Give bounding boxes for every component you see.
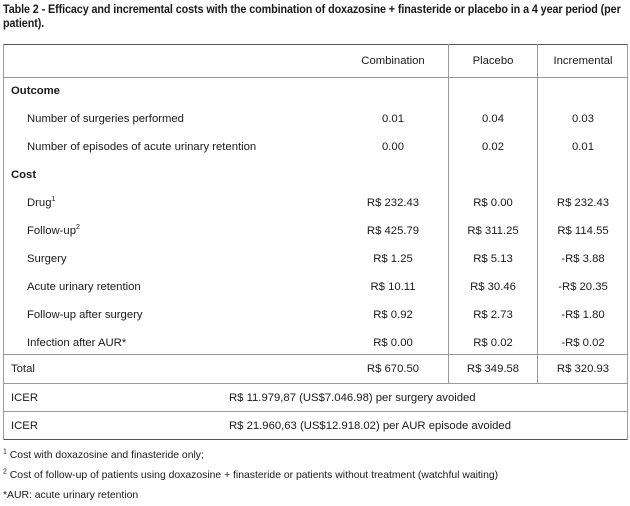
incremental-value: -R$ 3.88: [561, 253, 605, 265]
table-row: [0, 189, 630, 217]
footnote-marker: 1: [51, 196, 56, 204]
table-left-border: [3, 44, 4, 440]
outcome-heading: Outcome: [11, 85, 60, 97]
incremental-value: 0.01: [572, 141, 594, 153]
icer-value: R$ 11.979,87 (US$7.046.98) per surgery avoided: [229, 392, 476, 404]
incremental-value: R$ 114.55: [557, 225, 609, 237]
incremental-value: -R$ 0.02: [561, 337, 605, 349]
cost-heading: Cost: [11, 169, 37, 181]
row-label: Infection after AUR*: [27, 337, 127, 349]
combination-value: R$ 10.11: [370, 281, 416, 293]
placebo-value: R$ 0.02: [473, 337, 513, 349]
footnote-2: [3, 466, 498, 486]
placebo-value: 0.02: [482, 141, 504, 153]
table-row: [0, 217, 630, 245]
column-header-placebo: Placebo: [472, 55, 514, 67]
table-row: [0, 133, 630, 161]
table-row: [0, 245, 630, 273]
row-label: Follow-up after surgery: [27, 309, 143, 321]
incremental-value: R$ 232.43: [556, 197, 610, 209]
icer-value: R$ 21.960,63 (US$12.918.02) per AUR episode avoided: [229, 420, 511, 432]
combination-value: R$ 425.79: [366, 225, 420, 237]
row-label-text: Drug: [27, 197, 52, 209]
combination-value: R$ 0.00: [373, 337, 413, 349]
column-header-combination: Combination: [361, 55, 425, 67]
table-row: [0, 329, 630, 357]
footnote-3: *AUR: acute urinary retention: [3, 490, 139, 501]
table-row: [0, 301, 630, 329]
row-label: Acute urinary retention: [27, 281, 141, 293]
footnote-marker: 2: [75, 224, 80, 232]
total-label: Total: [11, 363, 35, 375]
icer-row: [0, 412, 630, 440]
total-incremental-value: R$ 320.93: [556, 363, 610, 375]
footnote-2-mark: 2: [3, 468, 7, 476]
total-placebo-value: R$ 349.58: [466, 363, 520, 375]
placebo-value: R$ 311.25: [467, 225, 519, 237]
table-header-row: [0, 47, 630, 75]
row-label: [27, 217, 80, 245]
column-divider-incremental: [537, 44, 538, 384]
table-top-border: [3, 44, 628, 45]
column-header-incremental: Incremental: [553, 55, 613, 67]
placebo-value: R$ 0.00: [473, 197, 513, 209]
footnote-1-text: Cost with doxazosine and finasteride only;: [6, 450, 204, 461]
row-label: Surgery: [27, 253, 67, 265]
section-heading-outcome: [0, 77, 630, 105]
column-divider-placebo: [448, 44, 449, 384]
combination-value: 0.00: [382, 141, 404, 153]
table-row: [0, 105, 630, 133]
section-heading-cost: [0, 161, 630, 189]
row-label: Number of surgeries performed: [27, 113, 184, 125]
placebo-value: R$ 30.46: [470, 281, 516, 293]
footnote-1-mark: 1: [3, 448, 7, 456]
row-label: [27, 189, 55, 217]
incremental-value: -R$ 1.80: [561, 309, 605, 321]
total-combination-value: R$ 670.50: [366, 363, 420, 375]
combination-value: R$ 1.25: [373, 253, 413, 265]
table-bottom-border: [3, 439, 628, 440]
incremental-value: -R$ 20.35: [558, 281, 608, 293]
incremental-value: 0.03: [572, 113, 594, 125]
combination-value: R$ 0.92: [373, 309, 413, 321]
table-right-border: [627, 44, 628, 440]
footnote-2-text: Cost of follow-up of patients using doxazosine + finasteride or patients without treatment (watchful waiting): [6, 470, 499, 481]
icer-label: ICER: [11, 392, 38, 404]
total-row: [0, 355, 630, 383]
placebo-value: R$ 2.73: [473, 309, 513, 321]
icer-label: ICER: [11, 420, 38, 432]
placebo-value: R$ 5.13: [473, 253, 513, 265]
footnote-1: [3, 446, 498, 466]
table-title: Table 2 - Efficacy and incremental costs with the combination of doxazosine + finasteride or placebo in a 4 year period (per patient).: [3, 3, 621, 30]
combination-value: 0.01: [382, 113, 404, 125]
row-label: Number of episodes of acute urinary retention: [27, 141, 257, 153]
placebo-value: 0.04: [482, 113, 504, 125]
combination-value: R$ 232.43: [366, 197, 420, 209]
table-row: [0, 273, 630, 301]
footnotes: [3, 446, 498, 506]
row-label-text: Follow-up: [27, 225, 76, 237]
icer-row: [0, 384, 630, 412]
